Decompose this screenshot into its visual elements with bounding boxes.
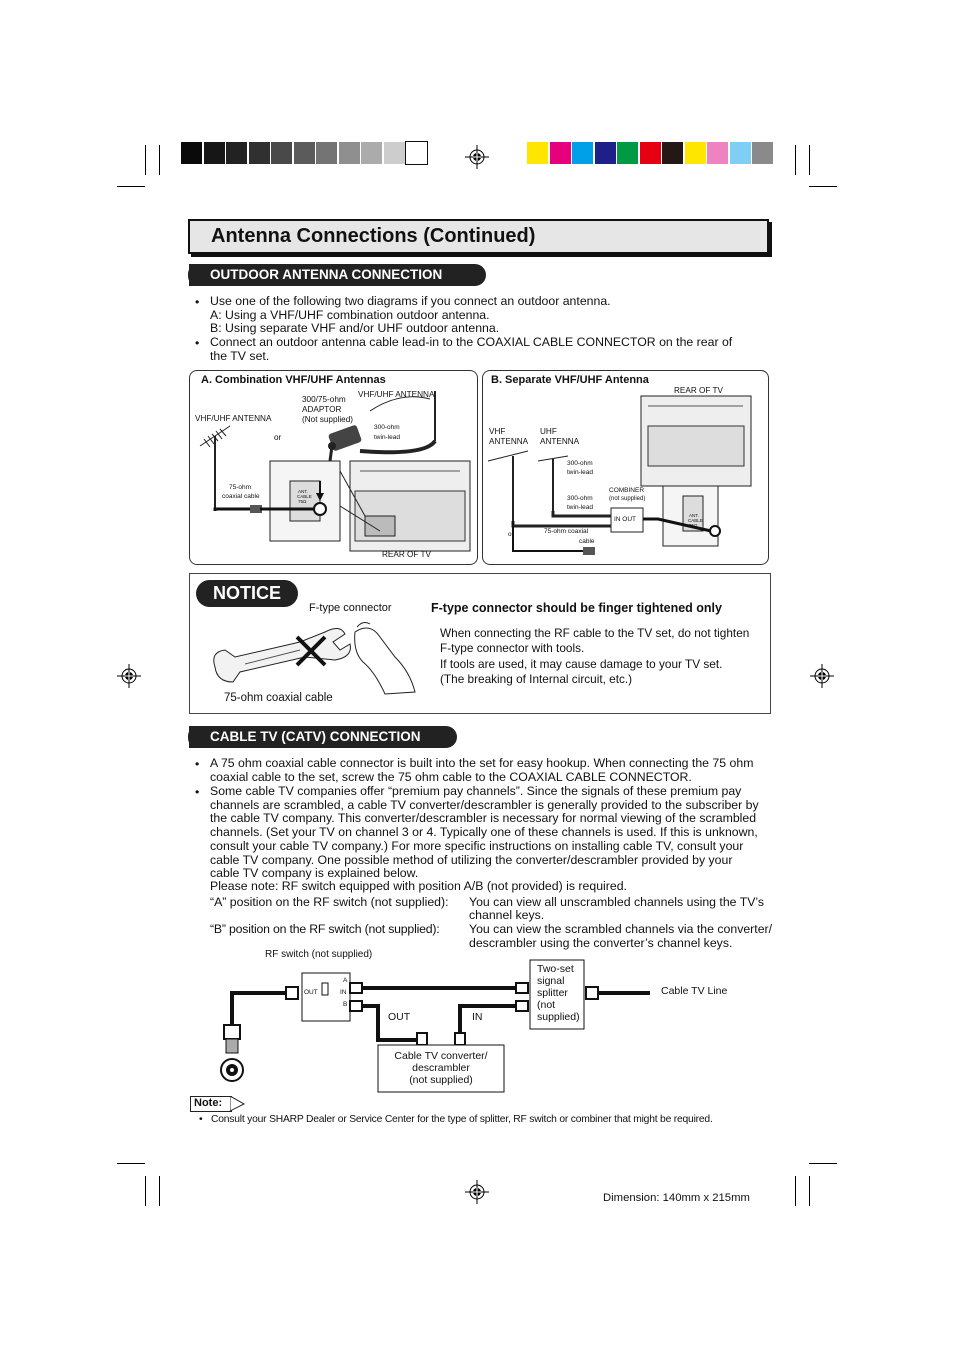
text-line: Two-set — [537, 963, 574, 975]
crop-mark — [809, 186, 837, 187]
color-swatch — [384, 142, 405, 164]
rear-of-tv-label-a: REAR OF TV — [382, 550, 431, 559]
registration-mark-icon — [465, 1180, 489, 1204]
color-swatch — [527, 142, 548, 164]
vhf-uhf-antenna-label-left: VHF/UHF ANTENNA — [195, 414, 272, 423]
converter-label-line: Cable TV converter/ — [394, 1050, 488, 1062]
crop-mark — [809, 1163, 837, 1164]
twin-lead-label-1: 300-ohm — [374, 424, 400, 431]
bullet-dot: • — [195, 295, 200, 309]
text-line: coaxial cable to the set, screw the 75 ohm cable to the COAXIAL CABLE CONNECTOR. — [210, 769, 692, 784]
note-label: Note: — [194, 1097, 223, 1109]
twin-lead-1-label-2: twin-lead — [567, 469, 594, 476]
tv-antenna-jack-icon — [221, 1025, 243, 1081]
text-line: channels. (Set your TV on channel 3 or 4. Typically one of these channels is used. If this is unknown, — [210, 825, 758, 840]
rf-switch-in-label: IN — [340, 989, 347, 996]
or-label-b: or — [508, 531, 514, 538]
text-line: splitter — [537, 987, 568, 999]
color-swatch — [406, 142, 427, 164]
cable-tv-line-label: Cable TV Line — [661, 985, 728, 997]
text-line: signal — [537, 975, 565, 987]
vhf-antenna-label-1: VHF — [489, 427, 506, 436]
converter-label-line: descrambler — [412, 1062, 470, 1074]
ant-jack-label-b-1: ANT. — [689, 513, 699, 518]
or-label: or — [274, 433, 282, 442]
color-swatch — [752, 142, 773, 164]
a-position-desc-1: You can view all unscrambled channels using the TV’s — [469, 895, 765, 909]
converter-label — [379, 1050, 503, 1086]
color-swatch — [730, 142, 751, 164]
adaptor-label-2: ADAPTOR — [302, 405, 342, 414]
color-swatch — [550, 142, 571, 164]
dimension-label: Dimension: 140mm x 215mm — [603, 1192, 750, 1204]
crop-mark — [117, 186, 145, 187]
coax-label-1: 75-ohm — [229, 484, 252, 491]
outdoor-antenna-heading: OUTDOOR ANTENNA CONNECTION — [189, 264, 486, 286]
b-position-desc-1: You can view the scrambled channels via the converter/ — [469, 922, 773, 936]
uhf-antenna-label-2: ANTENNA — [540, 437, 580, 446]
notice-heading: F-type connector should be finger tightened only — [431, 601, 722, 615]
uhf-antenna-label-1: UHF — [540, 427, 557, 436]
tv-rear-icon — [350, 461, 470, 551]
converter-out-label: OUT — [388, 1011, 411, 1023]
notice-text-2: F-type connector with tools. — [440, 641, 585, 655]
crop-mark — [159, 1176, 160, 1206]
registration-mark-icon — [810, 664, 834, 688]
note-text: Consult your SHARP Dealer or Service Center for the type of splitter, RF switch or combiner that might be required. — [211, 1114, 713, 1125]
text-line: A 75 ohm coaxial cable connector is built into the set for easy hookup. When connecting the 75 ohm — [210, 756, 754, 770]
b-position-label: “B” position on the RF switch (not supplied): — [210, 922, 440, 936]
bullet-dot: • — [195, 336, 200, 350]
color-swatch — [572, 142, 593, 164]
outdoor-bullet-1-line-3: B: Using separate VHF and/or UHF outdoor antenna. — [210, 321, 500, 335]
color-swatch — [707, 142, 728, 164]
color-swatch — [617, 142, 638, 164]
wrench-prohibited-illustration — [205, 612, 420, 697]
notice-text-1: When connecting the RF cable to the TV set, do not tighten — [440, 626, 750, 640]
rf-switch-label: RF switch (not supplied) — [265, 949, 373, 960]
ant-jack-label-b-3: 75Ω — [689, 523, 698, 528]
color-swatch — [595, 142, 616, 164]
crop-mark — [145, 145, 146, 175]
color-swatch — [685, 142, 706, 164]
vhf-uhf-antenna-label-right: VHF/UHF ANTENNA — [358, 390, 435, 399]
f-type-connector-label: F-type connector — [309, 602, 392, 614]
color-swatch — [316, 142, 337, 164]
text-line: (not — [537, 999, 556, 1011]
color-swatch — [204, 142, 225, 164]
crop-mark — [159, 145, 160, 175]
color-swatch — [271, 142, 292, 164]
hand-icon — [355, 623, 415, 694]
crop-mark — [809, 145, 810, 175]
coax-label-2: coaxial cable — [222, 493, 260, 500]
bullet-dot: • — [195, 785, 200, 799]
crop-mark — [117, 1163, 145, 1164]
a-position-label: “A” position on the RF switch (not supplied): — [210, 895, 449, 909]
converter-label-line: (not supplied) — [409, 1074, 473, 1086]
notice-badge: NOTICE — [196, 580, 298, 607]
registration-mark-icon — [117, 664, 141, 688]
color-swatch — [361, 142, 382, 164]
coax-label-b-2: cable — [579, 538, 595, 545]
text-line: supplied) — [537, 1011, 580, 1023]
please-note: Please note: RF switch equipped with position A/B (not provided) is required. — [210, 879, 627, 893]
color-swatch — [181, 142, 202, 164]
color-swatch — [339, 142, 360, 164]
outdoor-bullet-2-line-2: the TV set. — [210, 349, 270, 363]
converter-in-label: IN — [472, 1011, 483, 1023]
color-swatch — [249, 142, 270, 164]
color-swatch — [662, 142, 683, 164]
b-position-desc-2: descrambler using the converter’s channel keys. — [469, 936, 733, 950]
crop-mark — [809, 1176, 810, 1206]
adaptor-label-1: 300/75-ohm — [302, 395, 346, 404]
outdoor-bullet-2-line-1: Connect an outdoor antenna cable lead-in to the COAXIAL CABLE CONNECTOR on the rear of — [210, 335, 733, 349]
registration-mark-icon — [465, 145, 489, 169]
adaptor-label-3: (Not supplied) — [302, 415, 353, 424]
ant-jack-label-2: CABLE — [297, 494, 312, 499]
diagram-b-illustration — [483, 371, 766, 562]
text-line: cable TV company. One possible method of utilizing the converter/descrambler provided by your — [210, 852, 733, 867]
crop-mark — [795, 145, 796, 175]
text-line: cable TV company is explained below. — [210, 866, 419, 881]
catv-heading: CABLE TV (CATV) CONNECTION — [189, 726, 457, 748]
ant-jack-label-3: 75Ω — [298, 499, 307, 504]
outdoor-bullet-1-line-2: A: Using a VHF/UHF combination outdoor antenna. — [210, 308, 490, 322]
crop-mark — [795, 1176, 796, 1206]
color-swatch — [640, 142, 661, 164]
combiner-label-2: (not supplied) — [609, 496, 646, 502]
color-swatch — [294, 142, 315, 164]
note-arrow-icon — [230, 1096, 246, 1112]
twin-lead-2-label-1: 300-ohm — [567, 495, 593, 502]
notice-text-3: If tools are used, it may cause damage to your TV set. — [440, 657, 723, 671]
twin-lead-2-label-2: twin-lead — [567, 504, 594, 511]
crop-mark — [145, 1176, 146, 1206]
a-position-desc-2: channel keys. — [469, 908, 545, 922]
diagram-a-title: A. Combination VHF/UHF Antennas — [201, 374, 386, 386]
notice-text-4: (The breaking of Internal circuit, etc.) — [440, 672, 633, 686]
rf-switch-a-label: A — [343, 977, 348, 984]
combiner-label-1: COMBINER — [609, 487, 645, 494]
text-line: Some cable TV companies offer “premium pay channels”. Since the signals of these premium pay — [210, 784, 742, 798]
outdoor-bullet-1-line-1: Use one of the following two diagrams if you connect an outdoor antenna. — [210, 294, 611, 308]
rf-switch-b-label: B — [343, 1001, 348, 1008]
rf-switch-out-label: OUT — [304, 989, 318, 996]
rear-of-tv-label-b: REAR OF TV — [674, 386, 723, 395]
bullet-dot: • — [195, 757, 200, 771]
twin-lead-label-2: twin-lead — [374, 434, 401, 441]
page-title-box — [188, 219, 769, 254]
diagram-b-title: B. Separate VHF/UHF Antenna — [491, 374, 649, 386]
bullet-dot: • — [199, 1113, 203, 1125]
page-title: Antenna Connections (Continued) — [211, 225, 536, 247]
coax-label-b-1: 75-ohm coaxial — [544, 528, 589, 535]
ant-jack-label-b-2: CABLE — [688, 518, 703, 523]
text-line: consult your cable TV company.) For more specific instructions on installing cable TV, consult your — [210, 838, 744, 853]
color-swatch — [226, 142, 247, 164]
twin-lead-1-label-1: 300-ohm — [567, 460, 593, 467]
combiner-in-out-label: IN OUT — [614, 516, 637, 523]
text-line: channels are scrambled, a cable TV converter/descrambler is generally provided to the subscriber by — [210, 797, 759, 812]
ant-jack-label-1: ANT. — [298, 489, 308, 494]
tv-rear-icon — [641, 396, 751, 486]
coax-cable-label: 75-ohm coaxial cable — [224, 692, 333, 704]
text-line: the cable TV company. This converter/descrambler is necessary for normal viewing of the scrambled — [210, 811, 757, 826]
wrench-icon — [214, 628, 351, 682]
vhf-antenna-label-2: ANTENNA — [489, 437, 529, 446]
